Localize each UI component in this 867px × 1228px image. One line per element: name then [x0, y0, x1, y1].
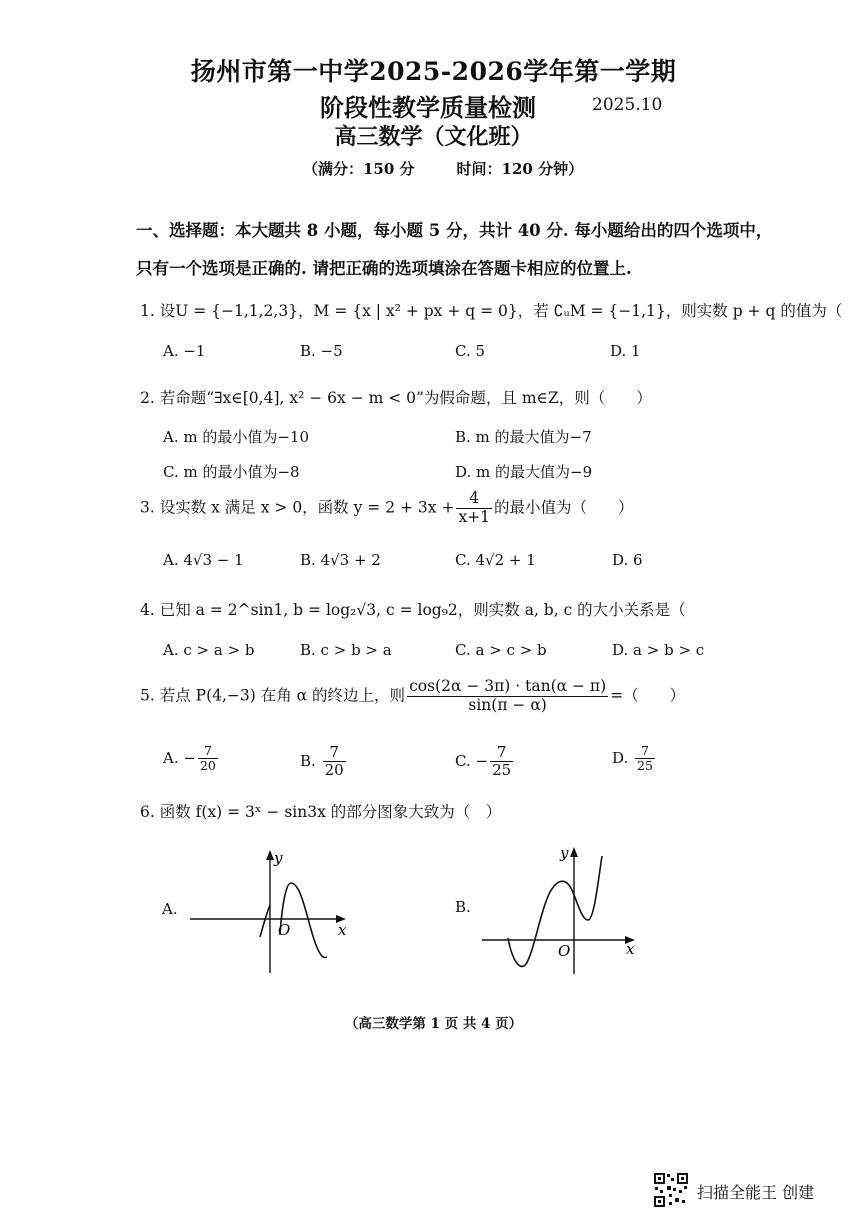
exam-title: 扬州市第一中学2025-2026学年第一学期: [190, 57, 677, 86]
q5-option-c-sign: −: [475, 751, 489, 770]
q5-fraction-denominator: sin(π − α): [468, 695, 547, 714]
q5-option-b-fraction: [323, 744, 346, 780]
q5-option-d-letter: D.: [612, 748, 629, 767]
q5-option-c-num: 7: [490, 744, 513, 762]
q5-option-d-fraction: [635, 744, 655, 774]
q1-option-a: A. −1: [163, 342, 206, 360]
exam-subtitle: 阶段性教学质量检测: [320, 93, 536, 122]
q5-option-a-sign: −: [183, 748, 196, 767]
q1-option-b: B. −5: [300, 342, 343, 360]
q5-option-d-den: 25: [637, 758, 653, 774]
q5-option-b-num: 7: [323, 744, 346, 762]
exam-date: 2025.10: [592, 95, 663, 115]
q5-fraction-numerator: cos(2α − 3π) · tan(α − π): [409, 677, 607, 695]
graph-b-x-label: x: [626, 940, 635, 958]
q5-option-d: [612, 744, 657, 774]
q4-option-b: B. c > b > a: [300, 641, 392, 659]
graph-a-curve-left: [260, 905, 270, 937]
q5-option-c-den: 25: [492, 761, 512, 780]
q5-option-a: [163, 744, 220, 774]
question-3: [140, 490, 634, 527]
q6-graph-a-label: A.: [162, 900, 178, 918]
question-5: [140, 678, 685, 715]
q4-option-a: A. c > a > b: [163, 641, 255, 659]
page-footer: （高三数学第 1 页 共 4 页）: [344, 1016, 523, 1032]
section-instruction-line2: 只有一个选项是正确的. 请把正确的选项填涂在答题卡相应的位置上.: [136, 259, 632, 278]
q2-option-d: D. m 的最大值为−9: [455, 463, 593, 481]
q5-option-a-fraction: [198, 744, 218, 774]
q5-option-a-den: 20: [199, 758, 216, 774]
q5-fraction: [407, 678, 608, 715]
q4-option-d: D. a > b > c: [612, 641, 705, 659]
q3-suffix: 的最小值为（ ）: [494, 498, 634, 517]
graph-a-origin-label: O: [278, 921, 291, 939]
q5-option-b: [300, 744, 348, 780]
q5-suffix: =（ ）: [610, 686, 686, 705]
q5-option-b-letter: B.: [300, 751, 316, 770]
q5-option-d-num: 7: [635, 744, 655, 759]
q3-option-c: C. 4√2 + 1: [455, 551, 536, 569]
q4-option-c: C. a > c > b: [455, 641, 547, 659]
question-1: 1. 设U = {−1,1,2,3}，M = {x | x² + px + q = 0}，若 ∁ᵤM = {−1,1}，则实数 p + q 的值为（: [140, 302, 843, 320]
graph-a-y-arrow: [266, 850, 274, 860]
section-instruction-line1: 一、选择题：本大题共 8 小题，每小题 5 分，共计 40 分. 每小题给出的四个选项中，: [136, 221, 773, 240]
q5-option-b-den: 20: [324, 761, 344, 780]
scanner-watermark: 扫描全能王 创建: [697, 1183, 815, 1202]
question-4: 4. 已知 a = 2^sin1, b = log₂√3, c = log₉2，则实数 a, b, c 的大小关系是（: [140, 601, 686, 619]
exam-subject: 高三数学（文化班）: [334, 124, 533, 150]
exam-meta: [303, 158, 583, 179]
q6-graph-b: [480, 842, 645, 977]
q2-option-a: A. m 的最小值为−10: [163, 428, 310, 446]
q5-option-c: [455, 744, 515, 780]
q3-fraction-numerator: 4: [456, 490, 492, 509]
q3-option-b: B. 4√3 + 2: [300, 551, 381, 569]
graph-a-y-label: y: [274, 849, 283, 867]
q5-prefix: 5. 若点 P(4,−3) 在角 α 的终边上，则: [140, 686, 406, 705]
q5-option-a-letter: A.: [163, 748, 179, 767]
q2-option-b: B. m 的最大值为−7: [455, 428, 592, 446]
full-score: （满分：150 分: [303, 160, 415, 178]
q6-graph-b-label: B.: [455, 898, 471, 916]
time-limit: 时间：120 分钟）: [456, 160, 584, 178]
q3-option-d: D. 6: [612, 551, 643, 569]
question-2: 2. 若命题“∃x∈[0,4], x² − 6x − m < 0”为假命题，且 m∈Z，则（ ）: [140, 389, 652, 407]
q1-option-d: D. 1: [610, 342, 641, 360]
q3-option-a: A. 4√3 − 1: [163, 551, 244, 569]
graph-a-x-label: x: [338, 921, 347, 939]
qr-code-icon: [653, 1172, 689, 1208]
q6-graph-a: [190, 845, 360, 975]
q3-fraction: [456, 490, 492, 527]
q3-fraction-denominator: x+1: [458, 507, 491, 526]
graph-b-curve: [508, 856, 602, 966]
graph-b-origin-label: O: [558, 942, 571, 960]
graph-b-y-arrow: [570, 847, 578, 857]
q5-option-c-fraction: [490, 744, 513, 780]
graph-b-y-label: y: [560, 844, 569, 862]
question-6: 6. 函数 f(x) = 3ˣ − sin3x 的部分图象大致为（ ）: [140, 803, 502, 821]
q5-option-c-letter: C.: [455, 751, 471, 770]
q5-option-a-num: 7: [198, 744, 218, 759]
q2-option-c: C. m 的最小值为−8: [163, 463, 300, 481]
q1-option-c: C. 5: [455, 342, 486, 360]
q3-prefix: 3. 设实数 x 满足 x > 0，函数 y = 2 + 3x +: [140, 498, 455, 517]
